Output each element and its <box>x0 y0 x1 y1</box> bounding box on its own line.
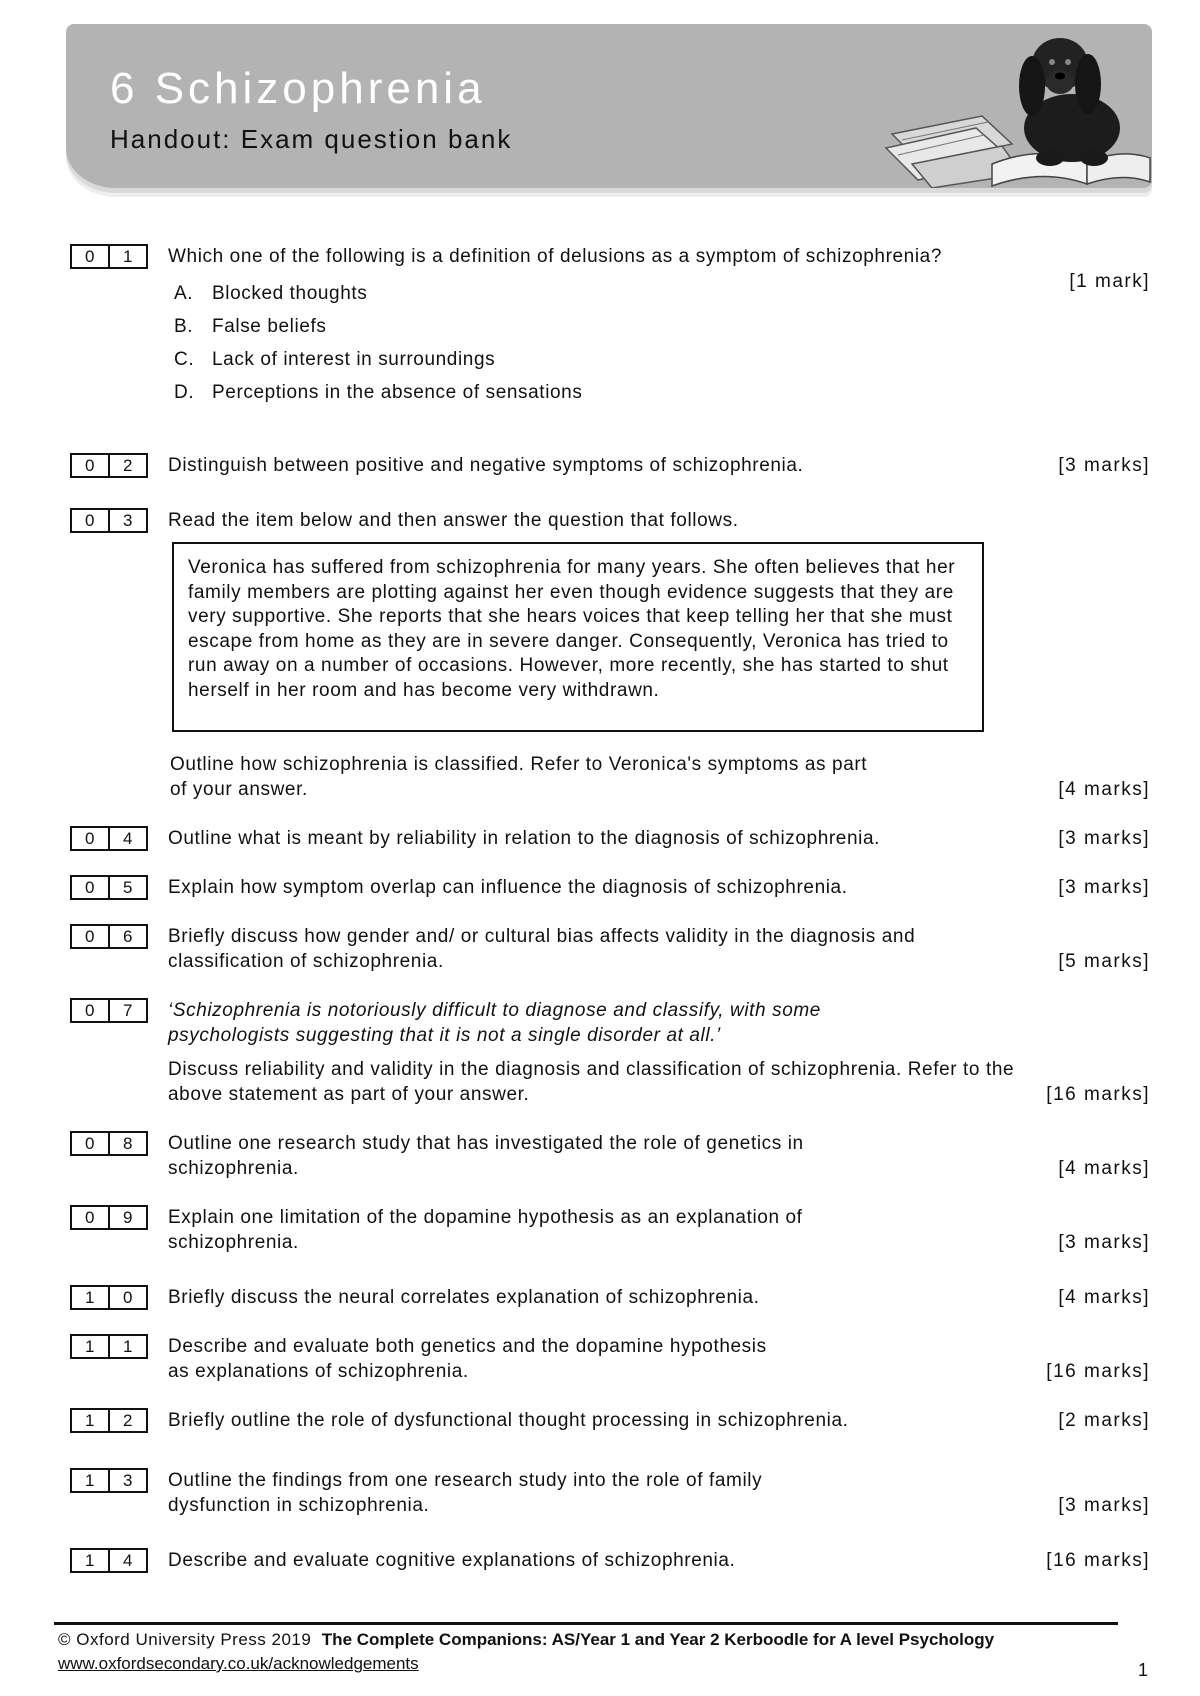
question-number-box: 0 9 <box>70 1205 148 1230</box>
question-text: Describe and evaluate cognitive explanations of schizophrenia. <box>168 1550 736 1571</box>
question-number-box: 0 8 <box>70 1131 148 1156</box>
question-quote: ‘Schizophrenia is notoriously difficult to diagnose and classify, with some psychologists suggesting that it is not a single disorder at all.’ <box>168 1000 821 1046</box>
question-13 <box>70 1468 1150 1518</box>
question-number-box: 1 4 <box>70 1548 148 1573</box>
question-03 <box>70 508 1150 533</box>
case-study-box: Veronica has suffered from schizophrenia for many years. She often believes that her family members are plotting against her even though evidence suggests that they are very supportive. She reports that she hears voices that keep telling her that she must escape from home as they are in severe danger. Consequently, Veronica has tried to run away on a number of occasions. However, more recently, she has started to shut herself in her room and has become very withdrawn. <box>172 542 984 732</box>
question-marks: [4 marks] <box>1058 779 1150 800</box>
page-number: 1 <box>1137 1660 1148 1680</box>
question-06 <box>70 924 1150 974</box>
question-text: Outline the findings from one research study into the role of family dysfunction in schizophrenia. <box>168 1470 763 1516</box>
answer-option[interactable]: B. False beliefs <box>174 316 327 337</box>
question-text: Briefly discuss how gender and/ or cultural bias affects validity in the diagnosis and classification of schizophrenia. <box>168 926 916 972</box>
question-marks: [4 marks] <box>1058 1287 1150 1308</box>
acknowledgements-link[interactable]: www.oxfordsecondary.co.uk/acknowledgements <box>58 1654 419 1673</box>
question-text: Briefly outline the role of dysfunctional thought processing in schizophrenia. <box>168 1410 849 1431</box>
question-10 <box>70 1285 1150 1310</box>
question-marks: [16 marks] <box>1046 1550 1150 1571</box>
question-text: Distinguish between positive and negative symptoms of schizophrenia. <box>168 455 804 476</box>
question-followup-text: Discuss reliability and validity in the diagnosis and classification of schizophrenia. Refer to the above statement as part of your answer. <box>168 1059 1015 1105</box>
question-marks: [2 marks] <box>1058 1410 1150 1431</box>
question-07 <box>70 998 1150 1048</box>
question-number-box: 1 3 <box>70 1468 148 1493</box>
question-number-box: 0 5 <box>70 875 148 900</box>
question-number-box: 0 4 <box>70 826 148 851</box>
question-14 <box>70 1548 1150 1573</box>
question-text: Outline what is meant by reliability in relation to the diagnosis of schizophrenia. <box>168 828 880 849</box>
question-marks: [3 marks] <box>1058 828 1150 849</box>
question-03-followup <box>70 752 1150 802</box>
question-marks: [3 marks] <box>1058 455 1150 476</box>
question-04 <box>70 826 1150 851</box>
question-marks: [3 marks] <box>1058 1495 1150 1516</box>
header-banner <box>66 24 1152 188</box>
answer-option[interactable]: C. Lack of interest in surroundings <box>174 349 496 370</box>
question-number-box: 0 1 <box>70 244 148 269</box>
book-title: The Complete Companions: AS/Year 1 and Year 2 Kerboodle for A level Psychology <box>321 1630 995 1649</box>
question-text: Explain how symptom overlap can influence the diagnosis of schizophrenia. <box>168 877 848 898</box>
answer-option[interactable]: A. Blocked thoughts <box>174 283 368 304</box>
question-marks: [16 marks] <box>1046 1361 1150 1382</box>
question-number-box: 0 6 <box>70 924 148 949</box>
question-08 <box>70 1131 1150 1181</box>
question-text: Which one of the following is a definition of delusions as a symptom of schizophrenia? <box>168 246 942 267</box>
question-number-box: 0 2 <box>70 453 148 478</box>
question-number-box: 1 1 <box>70 1334 148 1359</box>
copyright-text: © Oxford University Press 2019 <box>58 1630 312 1649</box>
answer-option[interactable]: D. Perceptions in the absence of sensations <box>174 382 583 403</box>
question-number-box: 0 7 <box>70 998 148 1023</box>
question-12 <box>70 1408 1150 1433</box>
question-number-box: 1 2 <box>70 1408 148 1433</box>
question-text: Describe and evaluate both genetics and the dopamine hypothesis as explanations of schizophrenia. <box>168 1336 767 1382</box>
question-text: Briefly discuss the neural correlates explanation of schizophrenia. <box>168 1287 760 1308</box>
question-05 <box>70 875 1150 900</box>
question-text: Explain one limitation of the dopamine hypothesis as an explanation of schizophrenia. <box>168 1207 803 1253</box>
footer-divider <box>54 1622 1118 1625</box>
question-number-box: 0 3 <box>70 508 148 533</box>
question-01 <box>70 244 1150 409</box>
question-marks: [4 marks] <box>1058 1158 1150 1179</box>
question-marks: [3 marks] <box>1058 877 1150 898</box>
question-07-followup <box>70 1057 1150 1107</box>
page-subtitle: Handout: Exam question bank <box>110 124 513 154</box>
question-marks: [3 marks] <box>1058 1232 1150 1253</box>
question-followup-text: Outline how schizophrenia is classified. Refer to Veronica's symptoms as part of your answer. <box>170 754 868 800</box>
question-marks: [1 mark] <box>1069 271 1150 292</box>
footer-copyright-line <box>58 1630 994 1650</box>
question-marks: [16 marks] <box>1046 1084 1150 1105</box>
page-title: 6 Schizophrenia <box>110 64 486 113</box>
question-text: Read the item below and then answer the question that follows. <box>168 510 739 531</box>
question-02 <box>70 453 1150 478</box>
question-11 <box>70 1334 1150 1384</box>
question-09 <box>70 1205 1150 1255</box>
question-marks: [5 marks] <box>1058 951 1150 972</box>
question-text: Outline one research study that has investigated the role of genetics in schizophrenia. <box>168 1133 804 1179</box>
dog-with-books-illustration-icon <box>872 24 1152 188</box>
question-number-box: 1 0 <box>70 1285 148 1310</box>
answer-options <box>174 277 1150 409</box>
